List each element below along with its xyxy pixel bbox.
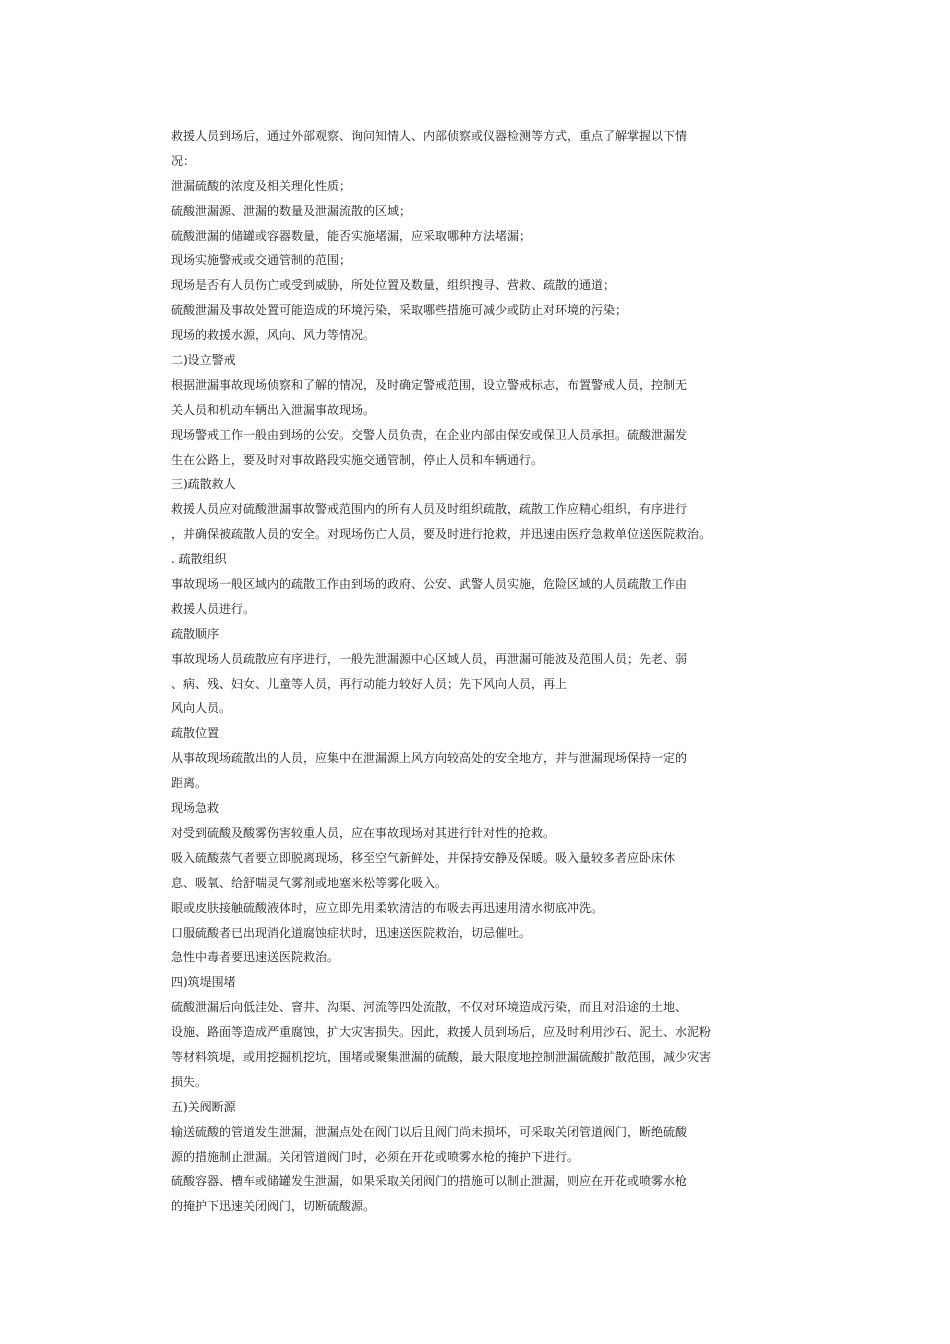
text-line: 硫酸容器、槽车或储罐发生泄漏，如果采取关闭阀门的措施可以制止泄漏，则应在开花或喷雾水枪 [171, 1174, 688, 1189]
text-line: 疏散位置 [171, 726, 220, 741]
text-line: 现场是否有人员伤亡或受到威胁，所处位置及数量，组织搜寻、营救、疏散的通道； [171, 278, 616, 293]
text-line: 四)筑堤围堵 [171, 975, 236, 990]
text-line: 损失。 [171, 1074, 208, 1089]
text-line: 对受到硫酸及酸雾伤害较重人员，应在事故现场对其进行针对性的抢救。 [171, 825, 556, 840]
text-line: 等材料筑堤，或用挖掘机挖坑，围堵或聚集泄漏的硫酸，最大限度地控制泄漏硫酸扩散范围，减少灾害 [171, 1049, 712, 1064]
text-line: 输送硫酸的管道发生泄漏，泄漏点处在阀门以后且阀门尚未损坏，可采取关闭管道阀门，断绝硫酸 [171, 1124, 688, 1139]
text-line: 关人员和机动车辆出入泄漏事故现场。 [171, 402, 376, 417]
text-line: 吸入硫酸蒸气者要立即脱离现场，移至空气新鲜处，并保持安静及保暖。吸入量较多者应卧床休 [171, 850, 676, 865]
text-line: 、病、残、妇女、儿童等人员，再行动能力较好人员；先下风向人员，再上 [171, 676, 568, 691]
text-line: 五)关阀断源 [171, 1099, 236, 1114]
text-line: 三)疏散救人 [171, 477, 236, 492]
text-line: . 疏散组织 [171, 552, 227, 567]
text-line: 现场的救援水源，风向、风力等情况。 [171, 328, 376, 343]
text-line: 现场警戒工作一般由到场的公安。交警人员负责，在企业内部由保安或保卫人员承担。硫酸泄漏发 [171, 427, 688, 442]
text-line: 泄漏硫酸的浓度及相关理化性质； [171, 178, 352, 193]
text-line: 从事故现场疏散出的人员，应集中在泄漏源上风方向较高处的安全地方，并与泄漏现场保持一定的 [171, 751, 688, 766]
text-line: 源的措施制止泄漏。关闭管道阀门时，必须在开花或喷雾水枪的掩护下进行。 [171, 1149, 580, 1164]
text-line: 设施、路面等造成严重腐蚀，扩大灾害损失。因此，救援人员到场后，应及时利用沙石、泥土、水泥粉 [171, 1025, 712, 1040]
document-body [171, 124, 771, 1219]
text-line: ，并确保被疏散人员的安全。对现场伤亡人员，要及时进行抢救，并迅速由医疗急救单位送医院救治。 [171, 527, 712, 542]
text-line: 距离。 [171, 776, 208, 791]
text-line: 眼或皮肤接触硫酸液体时，应立即先用柔软清洁的布吸去再迅速用清水彻底冲洗。 [171, 900, 604, 915]
text-line: 生在公路上，要及时对事故路段实施交通管制，停止人员和车辆通行。 [171, 452, 544, 467]
text-line: 风向人员。 [171, 701, 232, 716]
text-line: 现场实施警戒或交通管制的范围； [171, 253, 352, 268]
text-line: 况： [171, 153, 196, 168]
text-line: 硫酸泄漏后向低洼处、窨井、沟渠、河流等四处流散，不仅对环境造成污染，而且对沿途的土地、 [171, 1000, 688, 1015]
text-line: 急性中毒者要迅速送医院救治。 [171, 950, 340, 965]
text-line: 事故现场人员疏散应有序进行，一般先泄漏源中心区域人员，再泄漏可能波及范围人员；先老、弱 [171, 651, 688, 666]
text-line: 硫酸泄漏源、泄漏的数量及泄漏流散的区域； [171, 203, 412, 218]
text-line: 救援人员进行。 [171, 601, 256, 616]
text-line: 救援人员到场后，通过外部观察、询问知情人、内部侦察或仪器检测等方式，重点了解掌握以下情 [171, 129, 688, 143]
text-line: 二)设立警戒 [171, 353, 236, 368]
text-line: 硫酸泄漏的储罐或容器数量，能否实施堵漏，应采取哪种方法堵漏； [171, 228, 532, 243]
text-line: 息、吸氧、给舒喘灵气雾剂或地塞米松等雾化吸入。 [171, 875, 448, 890]
text-line: 救援人员应对硫酸泄漏事故警戒范围内的所有人员及时组织疏散，疏散工作应精心组织，有序进行 [171, 502, 688, 517]
text-line: 的掩护下迅速关闭阀门，切断硫酸源。 [171, 1199, 376, 1214]
text-line: 硫酸泄漏及事故处置可能造成的环境污染，采取哪些措施可减少或防止对环境的污染； [171, 303, 628, 318]
text-line: 根据泄漏事故现场侦察和了解的情况，及时确定警戒范围，设立警戒标志，布置警戒人员，控制无 [171, 377, 688, 392]
text-line: 现场急救 [171, 801, 220, 816]
text-line: 疏散顺序 [171, 626, 220, 641]
text-line: 事故现场一般区域内的疏散工作由到场的政府、公安、武警人员实施，危险区域的人员疏散工作由 [171, 577, 688, 592]
text-line: 口服硫酸者已出现消化道腐蚀症状时，迅速送医院救治，切忌催吐。 [171, 925, 532, 940]
